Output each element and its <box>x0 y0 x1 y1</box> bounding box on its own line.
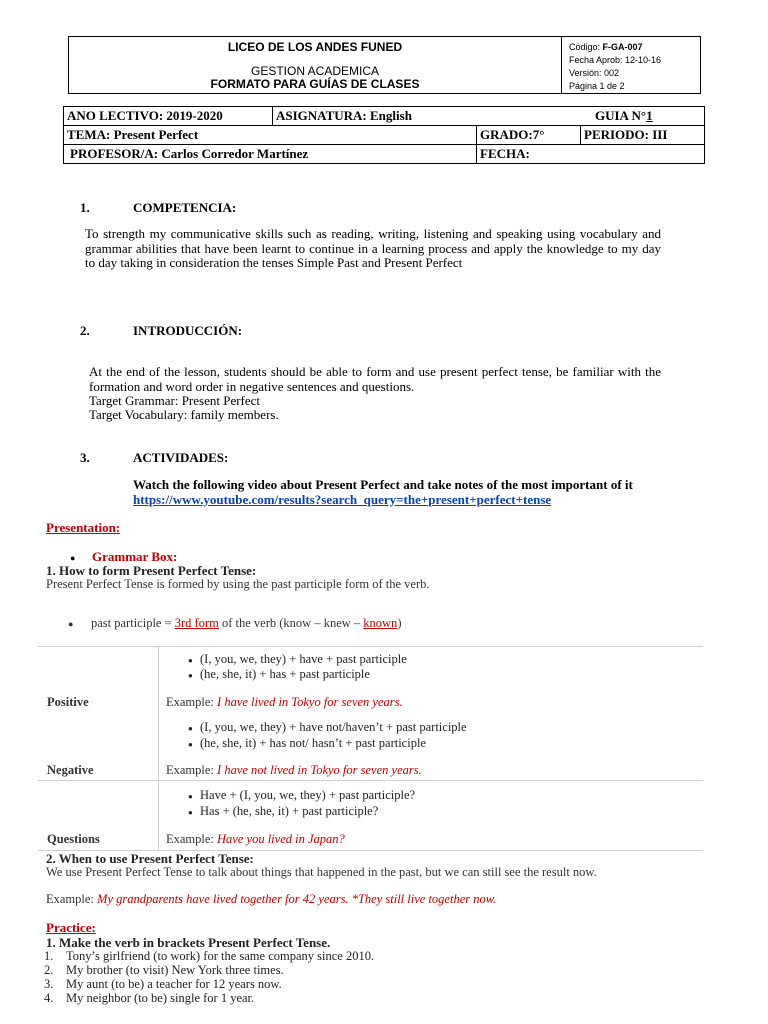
practice-item-text: Tony’s girlfriend (to work) for the same company since 2010. <box>66 949 375 963</box>
section1-number: 1. <box>80 200 90 215</box>
when-example-label: Example: <box>46 892 98 906</box>
header-meta <box>569 41 661 93</box>
code-line <box>569 41 661 54</box>
negative-rule-2-text: (he, she, it) + has not/ hasn’t + past participle <box>200 736 426 750</box>
activity-instruction <box>133 478 705 507</box>
when-example-text: My grandparents have lived together for 42 years. *They still live together now. <box>97 892 497 906</box>
grammar-table <box>38 646 703 851</box>
pp-third-form: 3rd form <box>174 616 219 630</box>
info-row-3 <box>64 145 704 163</box>
negative-example-text: I have not lived in Tokyo for seven years. <box>217 763 422 777</box>
how-to-form-heading: 1. How to form Present Perfect Tense: <box>46 563 257 578</box>
date: FECHA: <box>476 145 704 163</box>
table-rule <box>38 646 703 647</box>
negative-example <box>166 763 422 778</box>
practice-item-number: 1. <box>44 949 54 963</box>
negative-rule-1-text: (I, you, we, they) + have not/haven’t + past participle <box>200 720 467 734</box>
how-to-form-text: Present Perfect Tense is formed by using the past participle form of the verb. <box>46 577 430 591</box>
practice-item-number: 4. <box>44 991 54 1005</box>
questions-label: Questions <box>47 832 100 846</box>
grammar-box-heading: ● Grammar Box: <box>70 549 178 564</box>
positive-rule-2-text: (he, she, it) + has + past participle <box>200 667 370 681</box>
practice-item-number: 3. <box>44 977 54 991</box>
topic: TEMA: Present Perfect <box>67 127 199 142</box>
practice-heading: Practice: <box>46 920 96 935</box>
past-participle-note: ● past participle = 3rd form of the verb (know – knew – known) <box>68 616 402 630</box>
school-name: LICEO DE LOS ANDES FUNED <box>227 40 403 54</box>
positive-rule-1-text: (I, you, we, they) + have + past participle <box>200 652 407 666</box>
negative-rule-1: ● (I, you, we, they) + have not/haven’t + past participle <box>188 720 467 734</box>
department-name: GESTION ACADEMICA <box>250 64 380 78</box>
section3-title: ACTIVIDADES: <box>133 450 229 465</box>
activity-instruction-text: Watch the following video about Present Perfect and take notes of the most important of it <box>133 477 633 492</box>
presentation-heading: Presentation: <box>46 520 121 535</box>
positive-example-text: I have lived in Tokyo for seven years. <box>217 695 403 709</box>
question-rule-2: ● Has + (he, she, it) + past participle? <box>188 804 379 818</box>
negative-rule-2: ● (he, she, it) + has not/ hasn’t + past participle <box>188 736 426 750</box>
target-vocabulary: Target Vocabulary: family members. <box>89 407 279 422</box>
table-rule <box>38 780 703 781</box>
positive-example <box>166 695 403 710</box>
positive-rule-2: ● (he, she, it) + has + past participle <box>188 667 370 681</box>
practice-item-text: My brother (to visit) New York three times. <box>66 963 284 977</box>
approval-date: Fecha Aprob: 12-10-16 <box>569 55 662 65</box>
positive-rule-1: ● (I, you, we, they) + have + past participle <box>188 652 407 666</box>
when-example <box>46 892 496 907</box>
positive-label: Positive <box>47 695 89 709</box>
info-row-1 <box>64 107 704 126</box>
questions-example <box>166 832 345 847</box>
guide-value: 1 <box>646 108 653 123</box>
teacher: PROFESOR/A: Carlos Corredor Martínez <box>70 146 309 161</box>
format-title: FORMATO PARA GUÍAS DE CLASES <box>210 77 420 91</box>
question-rule-1: ● Have + (I, you, we, they) + past participle? <box>188 788 416 802</box>
positive-example-label: Example: <box>166 695 218 709</box>
code-value: F-GA-007 <box>602 42 643 52</box>
table-column-rule <box>158 646 159 851</box>
subject: ASIGNATURA: English <box>272 107 602 125</box>
practice-instruction: 1. Make the verb in brackets Present Perfect Tense. <box>46 935 331 950</box>
target-grammar: Target Grammar: Present Perfect <box>89 393 261 408</box>
negative-example-label: Example: <box>166 763 218 777</box>
question-rule-1-text: Have + (I, you, we, they) + past participle? <box>200 788 416 802</box>
grammar-box-label: Grammar Box: <box>92 549 178 564</box>
section1-title: COMPETENCIA: <box>133 200 237 215</box>
section3-number: 3. <box>80 450 90 465</box>
section2-number: 2. <box>80 323 90 338</box>
grade: GRADO:7° <box>476 126 580 144</box>
questions-example-text: Have you lived in Japan? <box>217 832 345 846</box>
when-to-use-text: We use Present Perfect Tense to talk about things that happened in the past, but we can still see the result now. <box>46 865 597 879</box>
pp-middle: of the verb (know – knew – <box>218 616 364 630</box>
practice-item <box>44 949 374 964</box>
period: PERIODO: III <box>580 126 704 144</box>
page-number: Página 1 de 2 <box>569 81 625 91</box>
practice-item <box>44 991 254 1006</box>
competencia-text: To strength my communicative skills such as reading, writing, listening and speaking using vocabulary and grammar abilities that have been learnt to continue in a learning process and apply the knowledge to my day to day taking in consideration the tenses Simple Past and Present Perfect <box>85 226 661 270</box>
course-info-table <box>63 106 705 164</box>
pp-suffix: ) <box>397 616 402 630</box>
practice-item <box>44 963 284 978</box>
practice-item-number: 2. <box>44 963 54 977</box>
practice-item-text: My neighbor (to be) single for 1 year. <box>66 991 255 1005</box>
question-rule-2-text: Has + (he, she, it) + past participle? <box>200 804 379 818</box>
info-row-2 <box>64 126 704 145</box>
code-label: Código: <box>569 42 603 52</box>
header-title-block <box>69 37 562 93</box>
version: Versión: 002 <box>569 68 620 78</box>
video-link[interactable]: https://www.youtube.com/results?search_query=the+present+perfect+tense <box>133 491 552 507</box>
practice-item <box>44 977 282 992</box>
negative-label: Negative <box>47 763 94 777</box>
section2-title: INTRODUCCIÓN: <box>133 323 243 338</box>
introduccion-text: At the end of the lesson, students should be able to form and use present perfect tense, be familiar with the formation and word order in negative sentences and questions. <box>89 364 661 394</box>
guide-label: GUIA N° <box>595 108 647 123</box>
school-year: ANO LECTIVO: 2019-2020 <box>67 108 223 123</box>
questions-example-label: Example: <box>166 832 218 846</box>
guide-number <box>592 107 702 125</box>
when-to-use-heading: 2. When to use Present Perfect Tense: <box>46 851 254 866</box>
pp-prefix: past participle = <box>91 616 175 630</box>
practice-item-text: My aunt (to be) a teacher for 12 years now. <box>66 977 282 991</box>
pp-known: known <box>363 616 398 630</box>
document-header <box>68 36 701 94</box>
